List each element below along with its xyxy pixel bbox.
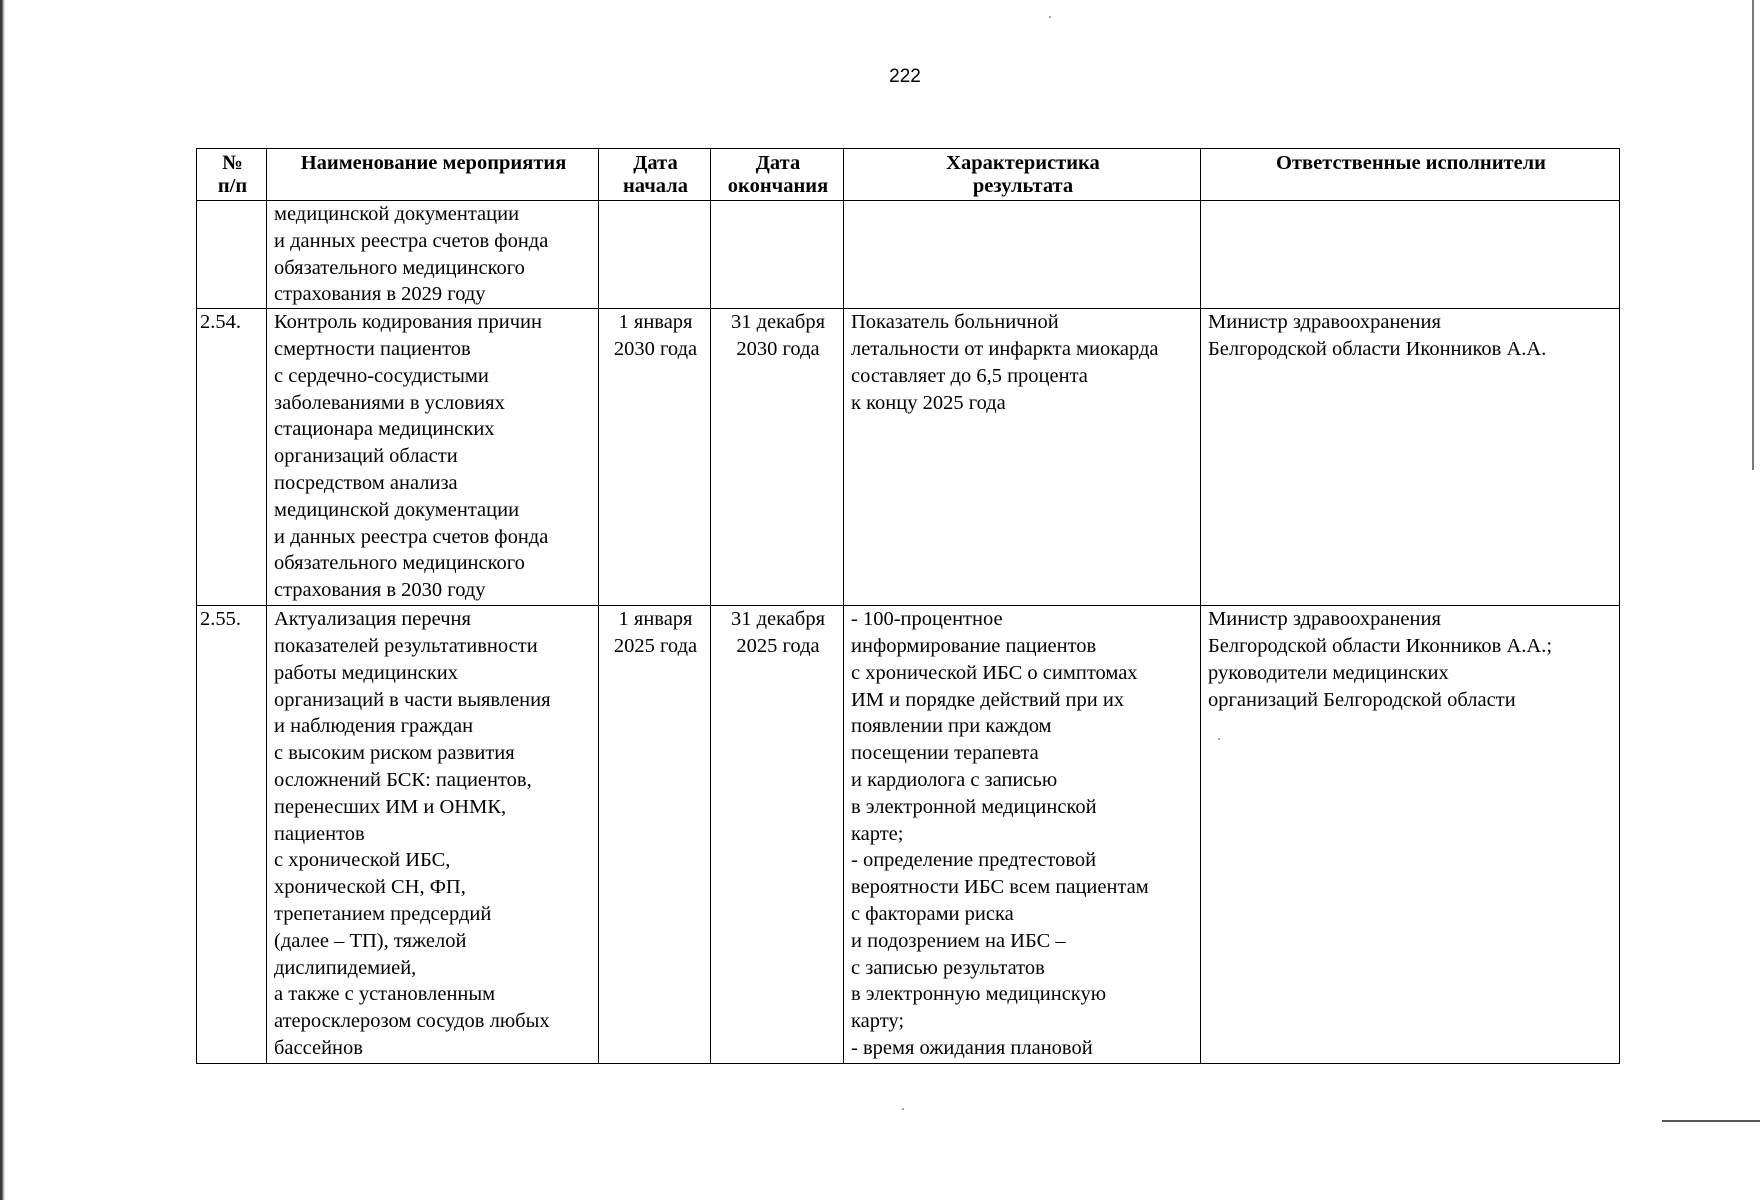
table-row — [197, 606, 1620, 1064]
activities-table — [196, 148, 1620, 1064]
row-result: Показатель больничной летальности от инфаркта миокарда составляет до 6,5 процента к концу 2025 года — [844, 309, 1201, 606]
scan-left-edge — [0, 0, 5, 1200]
row-end-date — [711, 201, 844, 309]
header-end-date: Дата окончания — [711, 149, 844, 201]
row-end-date: 31 декабря 2025 года — [711, 606, 844, 1064]
row-responsible: Министр здравоохранения Белгородской области Иконников А.А. — [1201, 309, 1620, 606]
row-number: 2.54. — [197, 309, 267, 606]
row-result — [844, 201, 1201, 309]
row-responsible — [1201, 201, 1620, 309]
row-end-date: 31 декабря 2030 года — [711, 309, 844, 606]
scan-bottom-right-mark — [1662, 1120, 1760, 1122]
table-row — [197, 309, 1620, 606]
row-activity-name: Актуализация перечня показателей результативности работы медицинских организаций в части выявления и наблюдения граждан с высоким риском развития осложнений БСК: пациентов, перенесших ИМ и ОНМК, пациентов с хронической ИБС, хронической СН, ФП, трепетанием предсердий (далее – ТП), тяжелой дислипидемией, а также с установленным атеросклерозом сосудов любых бассейнов — [267, 606, 599, 1064]
header-responsible: Ответственные исполнители — [1201, 149, 1620, 201]
row-activity-name: Контроль кодирования причин смертности пациентов с сердечно-сосудистыми заболеваниями в условиях стационара медицинских организаций области посредством анализа медицинской документации и данных реестра счетов фонда обязательного медицинского страхования в 2030 году — [267, 309, 599, 606]
row-number — [197, 201, 267, 309]
scan-speck — [902, 1108, 904, 1110]
row-start-date — [599, 201, 711, 309]
page-number: 222 — [889, 66, 921, 87]
header-activity-name: Наименование мероприятия — [267, 149, 599, 201]
table-header-row — [197, 149, 1620, 201]
header-number: № п/п — [197, 149, 267, 201]
row-result: - 100-процентное информирование пациентов с хронической ИБС о симптомах ИМ и порядке действий при их появлении при каждом посещении терапевта и кардиолога с записью в электронной медицинской карте; - определение предтестовой вероятности ИБС всем пациентам с факторами риска и подозрением на ИБС – с записью результатов в электронную медицинскую карту; - время ожидания плановой — [844, 606, 1201, 1064]
row-activity-name: медицинской документации и данных реестра счетов фонда обязательного медицинского страхования в 2029 году — [267, 201, 599, 309]
row-number: 2.55. — [197, 606, 267, 1064]
row-start-date: 1 января 2025 года — [599, 606, 711, 1064]
row-responsible: Министр здравоохранения Белгородской области Иконников А.А.; руководители медицинских организаций Белгородской области — [1201, 606, 1620, 1064]
scan-speck — [1049, 16, 1051, 18]
header-start-date: Дата начала — [599, 149, 711, 201]
table-row — [197, 201, 1620, 309]
row-start-date: 1 января 2030 года — [599, 309, 711, 606]
header-result: Характеристика результата — [844, 149, 1201, 201]
